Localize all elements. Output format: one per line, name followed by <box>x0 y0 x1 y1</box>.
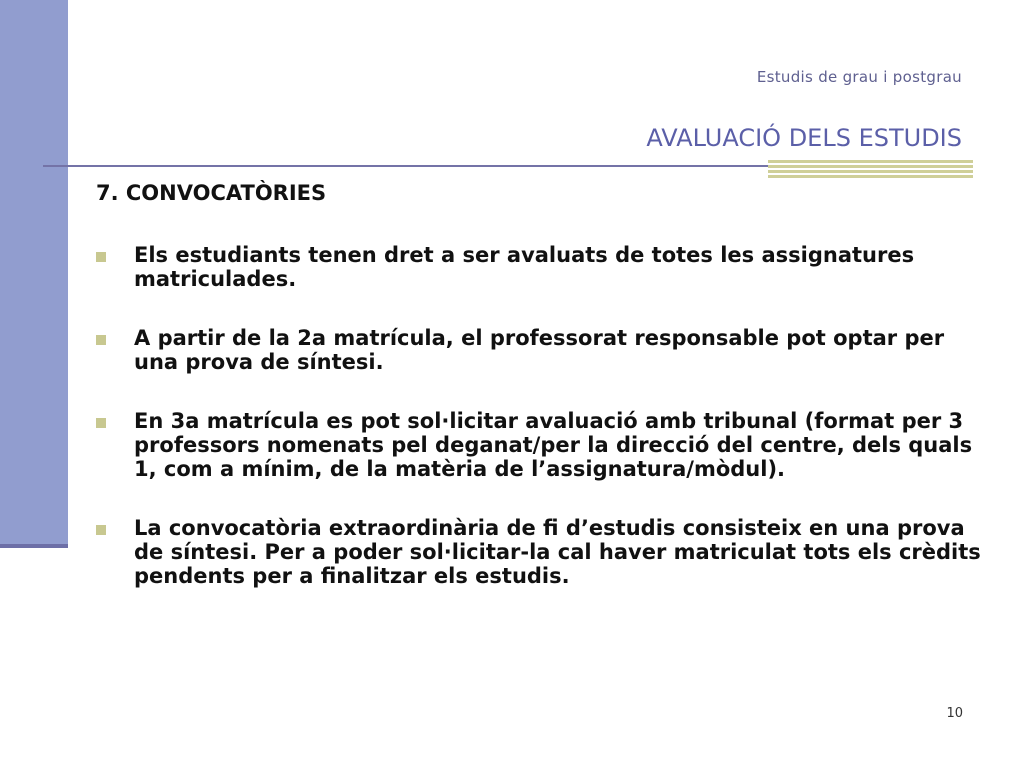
bullet-list <box>96 243 996 623</box>
bullet-item <box>96 243 996 291</box>
square-bullet-icon <box>96 252 106 262</box>
header-accent-stripes <box>768 160 973 179</box>
slide-title: AVALUACIÓ DELS ESTUDIS <box>646 124 962 152</box>
bullet-item <box>96 326 996 374</box>
page-number: 10 <box>946 706 963 721</box>
left-sidebar-decoration <box>0 0 68 544</box>
bullet-item <box>96 516 996 588</box>
sidebar-bottom-edge <box>0 544 68 548</box>
bullet-text: Els estudiants tenen dret a ser avaluats de totes les assignatures matriculades. <box>134 243 915 291</box>
bullet-text: La convocatòria extraordinària de fi d’estudis consisteix en una prova de síntesi. Per a poder sol·licitar-la cal haver matriculat tots els crèdits pendents per a finalitzar els estudis. <box>134 516 981 588</box>
section-heading: 7. CONVOCATÒRIES <box>96 181 327 205</box>
bullet-text: A partir de la 2a matrícula, el professorat responsable pot optar per una prova de síntesi. <box>134 326 945 374</box>
square-bullet-icon <box>96 418 106 428</box>
bullet-item <box>96 409 996 481</box>
bullet-text: En 3a matrícula es pot sol·licitar avaluació amb tribunal (format per 3 professors nomenats pel deganat/per la direcció del centre, dels quals 1, com a mínim, de la matèria de l’assignatura/mòdul). <box>134 409 973 481</box>
square-bullet-icon <box>96 525 106 535</box>
square-bullet-icon <box>96 335 106 345</box>
slide-subtitle: Estudis de grau i postgrau <box>756 68 962 86</box>
